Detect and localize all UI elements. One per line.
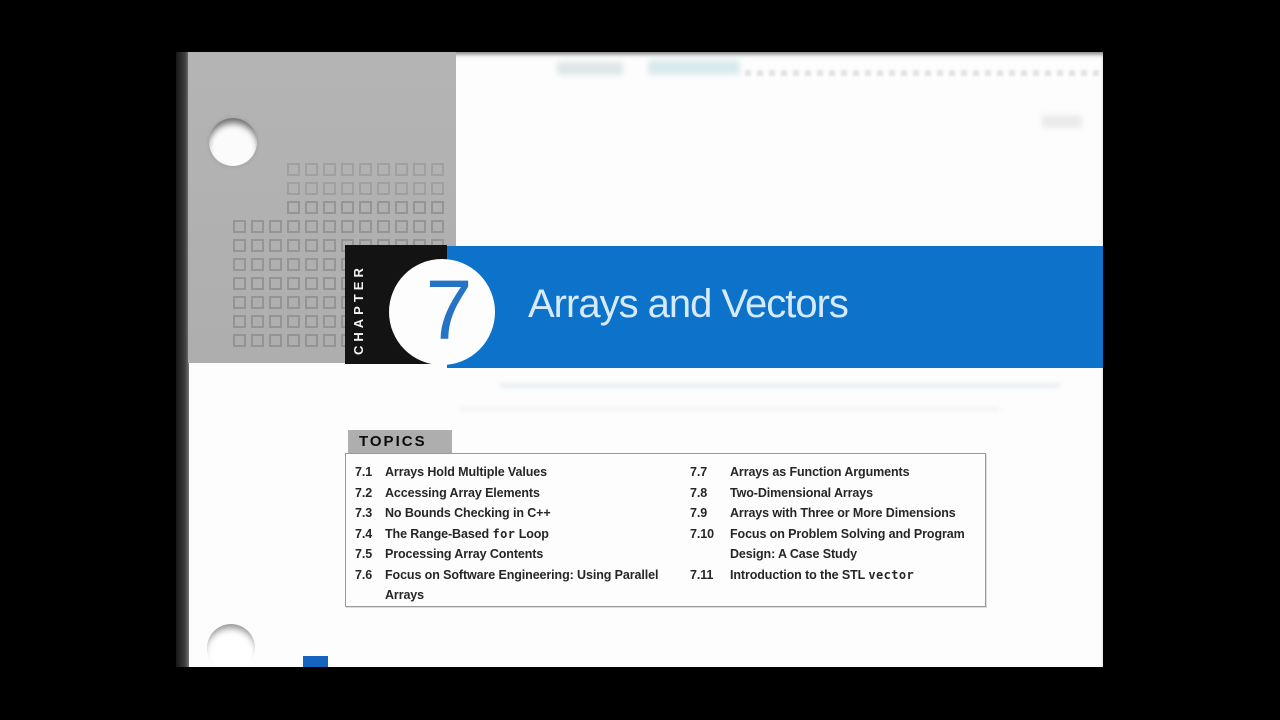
topic-item <box>690 503 982 524</box>
grid-square <box>269 239 282 252</box>
grid-square <box>251 315 264 328</box>
topic-title: Introduction to the STL vector <box>730 567 915 582</box>
grid-square <box>431 182 444 195</box>
grid-square <box>395 182 408 195</box>
topic-item <box>355 503 667 524</box>
grid-square <box>323 258 336 271</box>
grid-square <box>359 182 372 195</box>
topics-column-left <box>355 462 667 606</box>
grid-square <box>431 220 444 233</box>
grid-square <box>413 163 426 176</box>
topic-title: No Bounds Checking in C++ <box>385 506 551 520</box>
chapter-number: 7 <box>425 263 473 357</box>
grid-square <box>377 182 390 195</box>
topic-title: Accessing Array Elements <box>385 485 540 500</box>
topic-title: Processing Array Contents <box>385 547 544 561</box>
grid-square <box>413 182 426 195</box>
grid-square <box>323 296 336 309</box>
grid-square <box>287 182 300 195</box>
topic-number: 7.7 <box>690 465 708 479</box>
grid-square <box>251 239 264 252</box>
grid-square <box>233 296 246 309</box>
grid-square <box>359 201 372 214</box>
grid-square <box>251 277 264 290</box>
grid-square <box>305 315 318 328</box>
topic-number: 7.9 <box>690 506 708 520</box>
topic-title: The Range-Based for Loop <box>385 526 549 541</box>
topics-box <box>345 453 986 607</box>
grid-square <box>269 334 282 347</box>
topic-number: 7.5 <box>355 547 373 561</box>
chapter-number-circle <box>389 259 495 365</box>
grid-square <box>323 220 336 233</box>
topic-title: Focus on Software Engineering: Using Parallel Arrays <box>385 567 659 602</box>
grid-square <box>233 315 246 328</box>
grid-square <box>395 163 408 176</box>
grid-square <box>269 296 282 309</box>
hole-punch-bottom <box>207 624 255 667</box>
grid-square <box>233 277 246 290</box>
grid-square <box>287 315 300 328</box>
topic-number: 7.11 <box>690 567 714 582</box>
chapter-title-band <box>447 246 1103 368</box>
grid-square <box>305 296 318 309</box>
grid-square <box>323 239 336 252</box>
chapter-label: CHAPTER <box>351 264 366 355</box>
grid-square <box>287 296 300 309</box>
grid-square <box>287 201 300 214</box>
topic-item <box>355 565 667 606</box>
grid-square <box>377 163 390 176</box>
topic-title: Arrays with Three or More Dimensions <box>730 506 956 520</box>
scan-ghost-line <box>500 383 1060 388</box>
grid-square <box>305 201 318 214</box>
bleedthrough-text-smudge <box>648 60 740 75</box>
topic-number: 7.6 <box>355 567 373 582</box>
grid-square <box>269 258 282 271</box>
bleedthrough-dash-row <box>745 70 1101 76</box>
grid-square <box>377 220 390 233</box>
grid-square <box>413 220 426 233</box>
grid-square <box>251 220 264 233</box>
topic-item <box>355 524 667 545</box>
grid-square <box>323 334 336 347</box>
topic-item <box>355 544 667 565</box>
topic-number: 7.2 <box>355 485 373 500</box>
grid-square <box>323 201 336 214</box>
grid-square <box>269 220 282 233</box>
topic-number: 7.1 <box>355 465 373 479</box>
grid-square <box>233 239 246 252</box>
topic-item <box>690 524 982 565</box>
grid-square <box>305 239 318 252</box>
topic-title: Two-Dimensional Arrays <box>730 485 873 500</box>
grid-square <box>287 334 300 347</box>
grid-square <box>305 220 318 233</box>
grid-square <box>323 163 336 176</box>
topic-title: Arrays Hold Multiple Values <box>385 465 547 479</box>
grid-square <box>341 163 354 176</box>
grid-square <box>431 201 444 214</box>
grid-square <box>305 277 318 290</box>
grid-square <box>395 220 408 233</box>
grid-square <box>341 220 354 233</box>
grid-square <box>305 334 318 347</box>
chapter-title: Arrays and Vectors <box>528 281 848 326</box>
topic-number: 7.8 <box>690 485 708 500</box>
topic-item <box>690 462 982 483</box>
grid-square <box>305 182 318 195</box>
hole-punch-top <box>209 118 257 166</box>
grid-square <box>323 315 336 328</box>
grid-square <box>287 220 300 233</box>
grid-square <box>341 182 354 195</box>
grid-square <box>269 277 282 290</box>
scan-ghost-line <box>460 407 1000 411</box>
topic-number: 7.4 <box>355 526 373 541</box>
grid-square <box>395 201 408 214</box>
topic-title: Arrays as Function Arguments <box>730 465 910 479</box>
grid-square <box>359 163 372 176</box>
grid-square <box>287 258 300 271</box>
grid-square <box>377 201 390 214</box>
grid-square <box>233 258 246 271</box>
topics-column-right <box>690 462 982 585</box>
grid-square <box>287 277 300 290</box>
topic-item <box>690 565 982 586</box>
topic-item <box>355 483 667 504</box>
grid-square <box>305 258 318 271</box>
grid-square <box>251 334 264 347</box>
topic-number: 7.10 <box>690 526 714 541</box>
grid-square <box>287 163 300 176</box>
grid-square <box>251 296 264 309</box>
grid-square <box>359 220 372 233</box>
topic-title: Focus on Problem Solving and Program Design: A Case Study <box>730 526 965 561</box>
topic-item <box>690 483 982 504</box>
topics-heading-bar <box>348 430 452 453</box>
grid-square <box>431 163 444 176</box>
grid-square <box>233 220 246 233</box>
bleedthrough-text-smudge <box>557 62 623 75</box>
grid-square <box>413 201 426 214</box>
book-page <box>176 52 1103 667</box>
blue-accent-square <box>303 656 328 667</box>
grid-square <box>323 182 336 195</box>
grid-square <box>269 315 282 328</box>
bleedthrough-text-smudge <box>1042 115 1082 128</box>
grid-square <box>251 258 264 271</box>
topics-heading: TOPICS <box>359 433 427 450</box>
grid-square <box>233 334 246 347</box>
topic-item <box>355 462 667 483</box>
grid-square <box>305 163 318 176</box>
topic-number: 7.3 <box>355 506 373 520</box>
grid-square <box>287 239 300 252</box>
grid-square <box>341 201 354 214</box>
grid-square <box>323 277 336 290</box>
